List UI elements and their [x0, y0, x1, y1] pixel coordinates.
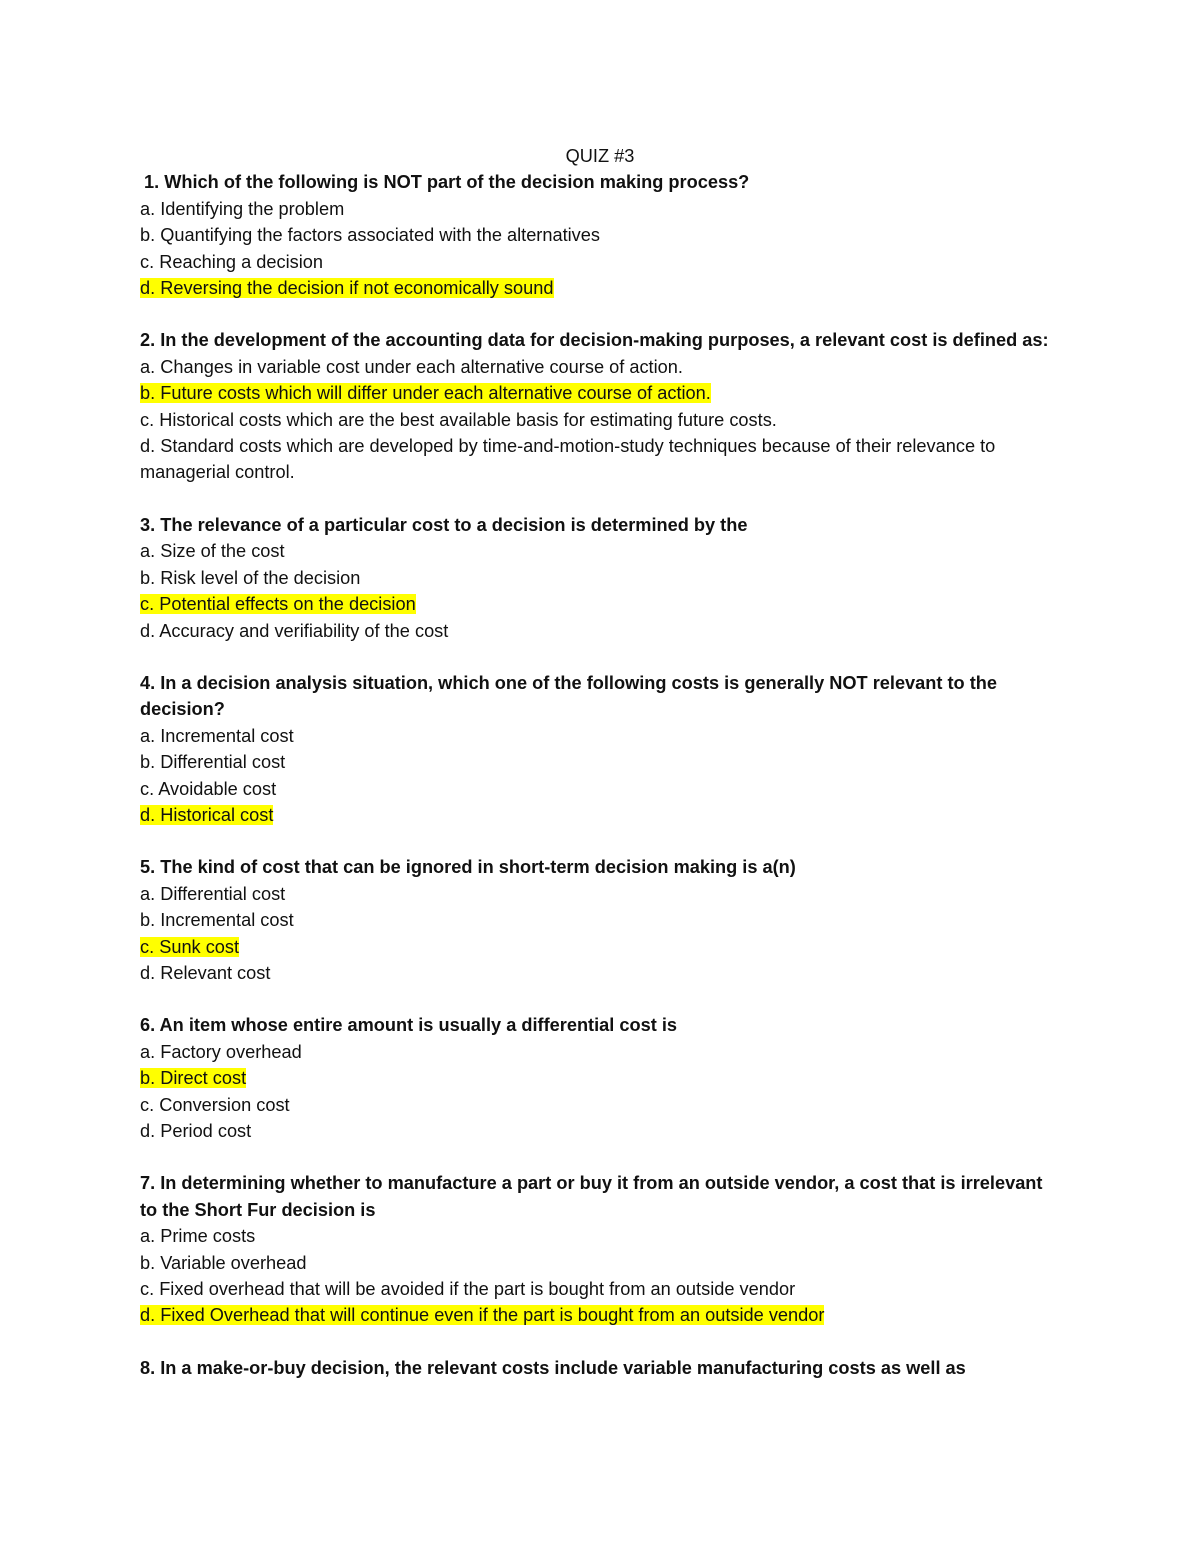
question-4: [140, 670, 1060, 828]
question-text: 4. In a decision analysis situation, which one of the following costs is generally NOT relevant to the decision?: [140, 672, 998, 720]
option-c: [140, 934, 1060, 960]
question-2: [140, 327, 1060, 485]
option-b: b. Quantifying the factors associated with the alternatives: [140, 225, 600, 246]
option-d: [140, 275, 1060, 301]
page-title: QUIZ #3: [565, 146, 635, 166]
highlighted-answer: d. Historical cost: [140, 804, 274, 825]
option-b: b. Incremental cost: [140, 910, 294, 931]
option-a: a. Identifying the problem: [140, 198, 345, 219]
option-a: a. Differential cost: [140, 883, 286, 904]
option-d: [140, 802, 1060, 828]
option-c: c. Reaching a decision: [140, 251, 323, 272]
question-text: 2. In the development of the accounting data for decision-making purposes, a relevant cost is defined as:: [140, 330, 1049, 351]
question-3: [140, 512, 1060, 644]
highlighted-answer: c. Potential effects on the decision: [140, 594, 416, 615]
option-a: a. Incremental cost: [140, 725, 294, 746]
option-c: c. Fixed overhead that will be avoided if the part is bought from an outside vendor: [140, 1279, 796, 1300]
option-d: d. Relevant cost: [140, 962, 271, 983]
option-c: [140, 591, 1060, 617]
question-text: 8. In a make-or-buy decision, the relevant costs include variable manufacturing costs as well as: [140, 1357, 966, 1378]
highlighted-answer: d. Reversing the decision if not economically sound: [140, 278, 554, 299]
option-a: a. Prime costs: [140, 1226, 256, 1247]
option-d: d. Accuracy and verifiability of the cost: [140, 620, 449, 641]
option-b: b. Risk level of the decision: [140, 567, 361, 588]
option-a: a. Factory overhead: [140, 1041, 302, 1062]
highlighted-answer: c. Sunk cost: [140, 936, 240, 957]
option-b: b. Differential cost: [140, 752, 286, 773]
question-text: 1. Which of the following is NOT part of the decision making process?: [144, 172, 750, 193]
option-c: c. Conversion cost: [140, 1094, 290, 1115]
option-a: a. Size of the cost: [140, 541, 285, 562]
option-d: [140, 1302, 1060, 1328]
option-a: a. Changes in variable cost under each alternative course of action.: [140, 356, 683, 377]
option-d: d. Period cost: [140, 1121, 252, 1141]
quiz-page: [140, 143, 1060, 1407]
question-text: 6. An item whose entire amount is usually a differential cost is: [140, 1015, 678, 1036]
option-c: c. Historical costs which are the best available basis for estimating future costs.: [140, 409, 777, 430]
highlighted-answer: b. Direct cost: [140, 1068, 247, 1089]
highlighted-answer: d. Fixed Overhead that will continue even if the part is bought from an outside vendor: [140, 1305, 825, 1326]
question-8: [140, 1355, 1060, 1381]
question-5: [140, 854, 1060, 986]
question-1: [140, 169, 1060, 301]
highlighted-answer: b. Future costs which will differ under each alternative course of action.: [140, 383, 711, 404]
option-b: [140, 1065, 1060, 1091]
question-6: [140, 1012, 1060, 1144]
option-d: d. Standard costs which are developed by time-and-motion-study techniques because of their relevance to managerial control.: [140, 436, 996, 483]
question-7: [140, 1170, 1060, 1328]
question-text: 3. The relevance of a particular cost to a decision is determined by the: [140, 514, 748, 535]
option-c: c. Avoidable cost: [140, 778, 277, 799]
option-b: b. Variable overhead: [140, 1252, 307, 1273]
question-text: 5. The kind of cost that can be ignored in short-term decision making is a(n): [140, 857, 796, 878]
option-b: [140, 380, 1060, 406]
question-text: 7. In determining whether to manufacture a part or buy it from an outside vendor, a cost that is irrelevant to the Short Fur decision is: [140, 1173, 1043, 1220]
